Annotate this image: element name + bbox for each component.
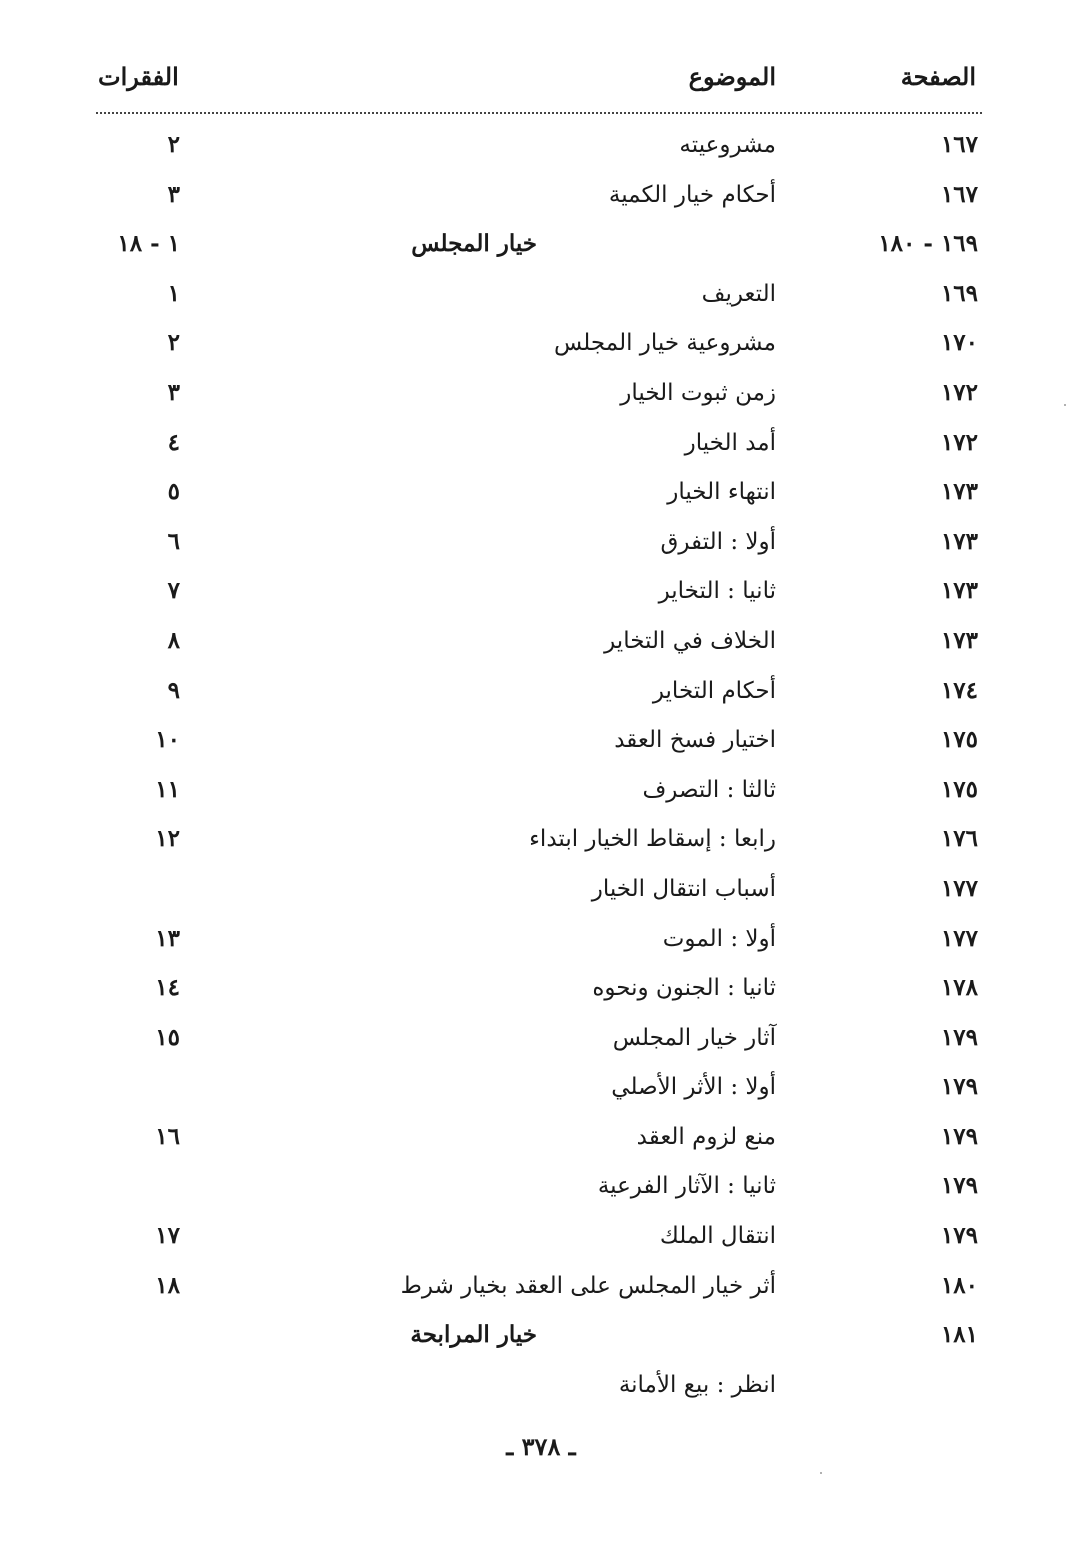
topic-cell: أمد الخيار [684,429,776,456]
page-number-cell: ١٧٣ [940,626,978,654]
page-number-cell: ١٧٩ [940,1023,978,1051]
topic-cell: اختيار فسخ العقد [614,727,776,754]
topic-cell: زمن ثبوت الخيار [620,379,776,406]
paragraph-number-cell: ١٣ [155,924,180,952]
table-row [0,864,1082,914]
page-number-cell: ١٦٧ [940,180,978,208]
topic-cell: ثالثا : التصرف [642,776,776,803]
paragraph-number-cell: ١ [167,279,180,307]
page-number-cell: ١٧٦ [940,825,978,853]
header-divider [96,112,982,114]
table-row [0,418,1082,468]
table-row [0,269,1082,319]
page-number-cell: ١٧٢ [940,428,978,456]
topic-cell: مشروعية خيار المجلس [553,330,776,357]
table-row [0,616,1082,666]
paragraph-number-cell: ٢ [167,329,180,357]
table-row [0,814,1082,864]
topic-cell: أولا : الموت [662,925,776,952]
paragraph-number-cell: ٥ [167,478,180,506]
table-row [0,666,1082,716]
paragraph-number-cell: ٢ [167,131,180,158]
page-number-cell: ١٦٧ [940,131,978,158]
table-row [0,963,1082,1013]
page-number-cell: ١٦٩ [940,279,978,307]
topic-cell: أسباب انتقال الخيار [591,875,776,902]
topic-cell: أحكام خيار الكمية [608,181,776,208]
table-row [0,318,1082,368]
topic-cell: منع لزوم العقد [636,1123,776,1150]
page-number-cell: ١٧٧ [940,874,978,902]
paragraph-number-cell: ١٨ [155,1271,180,1299]
page-number-cell: ١٧٣ [940,577,978,605]
paragraphs-column-header: الفقرات [98,62,179,91]
paragraph-number-cell: ١٢ [155,825,180,853]
paragraph-number-cell: ١٥ [155,1023,180,1051]
index-table [0,120,1082,1409]
table-row [0,517,1082,567]
table-row [0,1161,1082,1211]
table-row [0,170,1082,220]
topic-cell: رابعا : إسقاط الخيار ابتداء [529,826,776,853]
table-row [0,566,1082,616]
table-row [0,467,1082,517]
page-number-cell: ١٨٠ [940,1271,978,1299]
paragraph-number-cell: ٧ [167,577,180,605]
topic-cell: أثر خيار المجلس على العقد بخيار شرط [400,1272,776,1299]
paragraph-number-cell: ٩ [167,676,180,704]
topic-cell: الخلاف في التخاير [604,627,776,654]
topic-cell: أحكام التخاير [652,677,776,704]
paragraph-number-cell: ٣ [167,180,180,208]
paragraph-number-cell: ٦ [167,527,180,555]
table-row [0,368,1082,418]
paragraph-number-cell: ١٦ [155,1122,180,1150]
scan-speck [1064,404,1066,406]
section-heading-cell: خيار المرابحة [410,1321,537,1349]
paragraph-number-cell: ٨ [167,626,180,654]
page-column-header: الصفحة [900,62,976,91]
table-row [0,1211,1082,1261]
topic-cell: ثانيا : التخاير [658,578,776,605]
topic-cell: ثانيا : الآثار الفرعية [597,1173,776,1200]
page-number-cell: ١٧٩ [940,1172,978,1200]
table-row [0,120,1082,170]
table-row [0,765,1082,815]
paragraph-number-cell: ٣ [167,378,180,406]
table-header [0,62,1082,106]
page-number: ـ ٣٧٨ ـ [506,1432,576,1461]
topic-cell: ثانيا : الجنون ونحوه [592,975,776,1002]
topic-cell: أولا : التفرق [660,528,776,555]
table-row [0,1360,1082,1410]
table-row [0,1261,1082,1311]
topic-column-header: الموضوع [688,62,776,91]
page-number-cell: ١٧٥ [940,775,978,803]
topic-cell: انتقال الملك [659,1223,776,1250]
table-row [0,1062,1082,1112]
page-number-cell: ١٨١ [940,1321,978,1349]
topic-cell: انتهاء الخيار [667,479,776,506]
page-number-cell: ١٧٧ [940,924,978,952]
topic-cell: آثار خيار المجلس [612,1024,776,1051]
table-row [0,1310,1082,1360]
paragraph-number-cell: ١١ [155,775,180,803]
page-number-cell: ١٧٥ [940,726,978,754]
table-row [0,715,1082,765]
topic-cell: مشروعيته [679,132,776,158]
paragraph-number-cell: ١٧ [155,1222,180,1250]
topic-cell: التعريف [701,280,776,307]
page-number-cell: ١٧٩ [940,1122,978,1150]
page-number-cell: ١٧٣ [940,527,978,555]
page-number-cell: ١٧٩ [940,1073,978,1101]
page-number-cell: ١٧٤ [940,676,978,704]
table-row [0,1112,1082,1162]
page-number-cell: ١٦٩ - ١٨٠ [878,230,978,258]
table-row [0,914,1082,964]
section-heading-cell: خيار المجلس [411,230,537,258]
page-number-cell: ١٧٢ [940,378,978,406]
table-row [0,219,1082,269]
page-number-cell: ١٧٠ [940,329,978,357]
paragraph-number-cell: ١٤ [155,974,180,1002]
page-number-cell: ١٧٩ [940,1222,978,1250]
scan-speck [820,1472,822,1474]
paragraph-number-cell: ٤ [167,428,180,456]
page-number-cell: ١٧٣ [940,478,978,506]
paragraph-number-cell: ١٠ [155,726,180,754]
table-row [0,1013,1082,1063]
paragraph-number-cell: ١ - ١٨ [117,230,180,258]
topic-cell: أولا : الأثر الأصلي [611,1074,776,1101]
page-number-cell: ١٧٨ [940,974,978,1002]
topic-cell: انظر : بيع الأمانة [618,1371,776,1398]
